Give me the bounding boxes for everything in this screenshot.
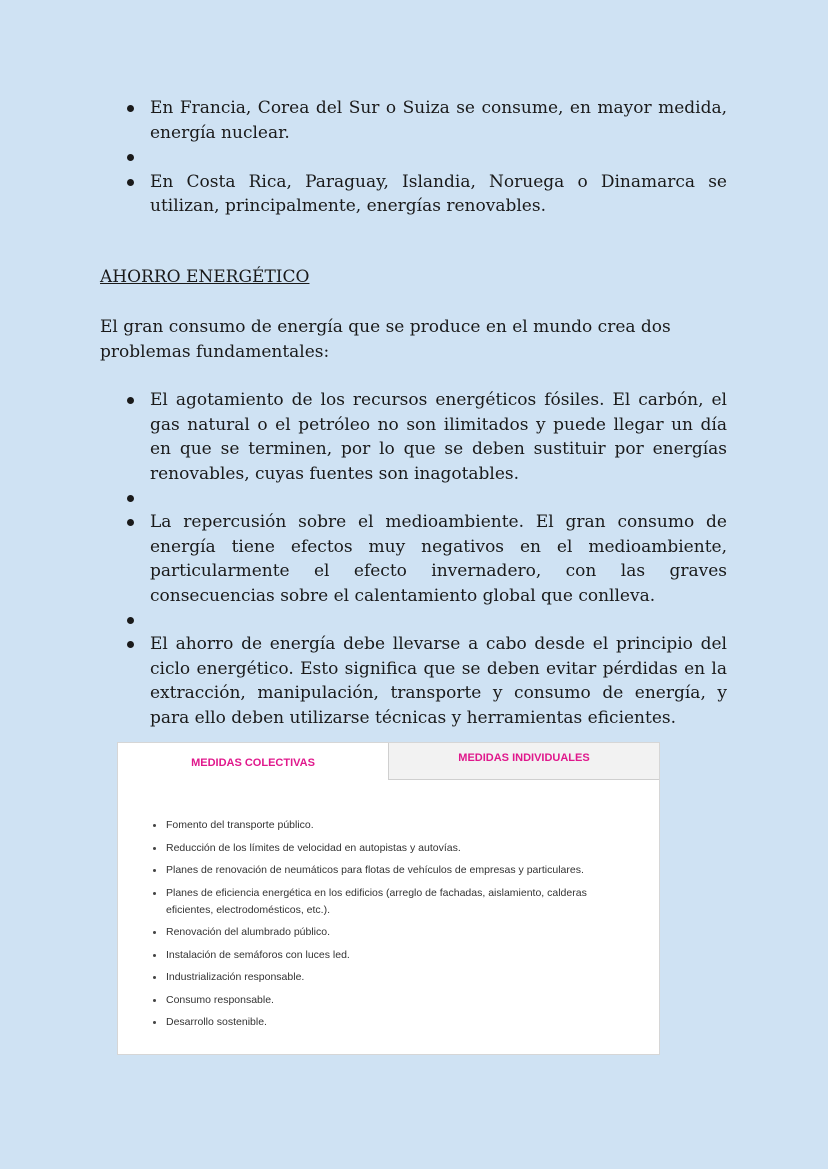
list-spacer [100,608,727,632]
measure-item: Renovación del alumbrado público. [148,924,596,941]
measure-item: Planes de eficiencia energética en los edificios (arreglo de fachadas, aislamiento, calderas eficientes, electrodomésticos, etc.). [148,885,596,919]
list-spacer [100,486,727,510]
document-page [100,96,727,728]
list-item: En Costa Rica, Paraguay, Islandia, Noruega o Dinamarca se utilizan, principalmente, energías renovables. [100,170,727,219]
list-item: El ahorro de energía debe llevarse a cabo desde el principio del ciclo energético. Esto significa que se deben evitar pérdidas en la extracción, manipulación, transporte y consumo de energía, y para ello deben utilizarse técnicas y herramientas eficientes. [100,632,727,730]
measure-item: Desarrollo sostenible. [148,1014,596,1031]
section-heading: AHORRO ENERGÉTICO [100,267,310,287]
collective-measures-list [118,780,659,1031]
measure-item: Industrialización responsable. [148,969,596,986]
problems-list [100,388,727,730]
country-list [100,96,727,219]
list-item: El agotamiento de los recursos energéticos fósiles. El carbón, el gas natural o el petróleo no son ilimitados y puede llegar un día en que se terminen, por lo que se deben sustituir por energías renovables, cuyas fuentes son inagotables. [100,388,727,486]
list-item-empty [100,145,727,170]
measure-item: Fomento del transporte público. [148,817,596,834]
section-intro: El gran consumo de energía que se produce en el mundo crea dos problemas fundamentales: [100,317,671,362]
list-item: En Francia, Corea del Sur o Suiza se consume, en mayor medida, energía nuclear. [100,96,727,145]
measure-item: Instalación de semáforos con luces led. [148,947,596,964]
measures-tabs [118,743,659,780]
tab-collective-measures[interactable]: MEDIDAS COLECTIVAS [118,743,388,780]
measures-table [117,742,660,1055]
list-item: La repercusión sobre el medioambiente. El gran consumo de energía tiene efectos muy negativos en el medioambiente, particularmente el efecto invernadero, con las graves consecuencias sobre el calentamiento global que conlleva. [100,510,727,608]
measure-item: Planes de renovación de neumáticos para flotas de vehículos de empresas y particulares. [148,862,626,879]
measure-item: Consumo responsable. [148,992,596,1009]
measure-item: Reducción de los límites de velocidad en autopistas y autovías. [148,840,596,857]
tab-individual-measures[interactable]: MEDIDAS INDIVIDUALES [388,743,659,780]
